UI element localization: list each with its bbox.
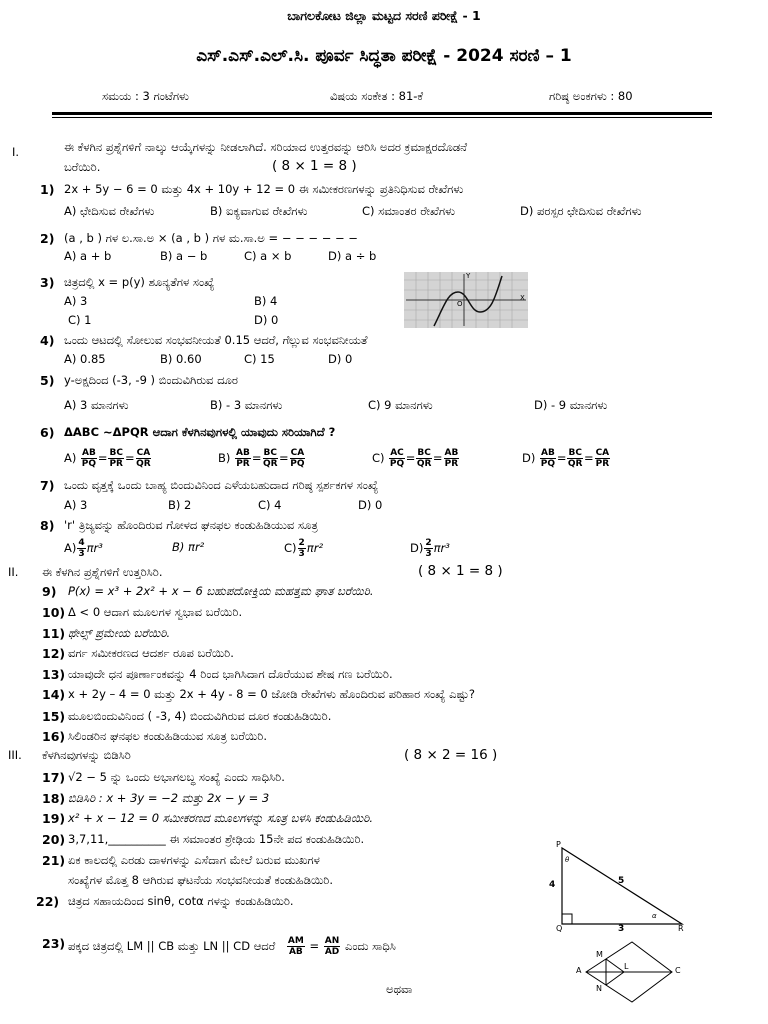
q8a-term: πr³ — [86, 541, 103, 555]
q6-option-c: C) $\frac{AC}{PQ}$ = $\frac{BC}{QR}$ = $\frac{AB}{PR}$ — [372, 448, 459, 469]
q6b-frac-2: $\frac{BC}{QR}$ — [262, 448, 278, 469]
q5-option-b: B) - 3 ಮಾನಗಳು — [210, 398, 283, 412]
q6b-frac-1: $\frac{AB}{PR}$ — [236, 448, 250, 469]
q14-number: 14) — [42, 687, 66, 702]
q12-number: 12) — [42, 646, 66, 661]
q10-text: Δ < 0 ಆದಾಗ ಮೂಲಗಳ ಸ್ವಭಾವ ಬರೆಯಿರಿ. — [68, 605, 243, 619]
q1-text: 2x + 5y − 6 = 0 ಮತ್ತು 4x + 10y + 12 = 0 ಈ ಸಮೀಕರಣಗಳನ್ನು ಪ್ರತಿನಿಧಿಸುವ ರೇಖೆಗಳು — [64, 182, 464, 196]
q8a-frac: $\frac{4}{3}$ — [78, 538, 85, 559]
q12-text: ವರ್ಗ ಸಮೀಕರಣದ ಆದರ್ಶ ರೂಪ ಬರೆಯಿರಿ. — [68, 646, 234, 660]
triangle-label-r: R — [678, 924, 684, 933]
q5-option-c: C) 9 ಮಾನಗಳು — [368, 398, 433, 412]
q21-text: ಏಕ ಕಾಲದಲ್ಲಿ ಎರಡು ದಾಳಗಳನ್ನು ಎಸೆದಾಗ ಮೇಲೆ ಬರುವ ಮುಖಗಳ — [68, 853, 320, 867]
q6a-frac-2: $\frac{BC}{PR}$ — [109, 448, 123, 469]
q6a-frac-3: $\frac{CA}{QR}$ — [136, 448, 151, 469]
q23-frac-2: $\frac{AN}{AD}$ — [324, 936, 340, 957]
q6-option-a-letter: A) — [64, 451, 77, 465]
q7-option-d: D) 0 — [358, 498, 383, 512]
q14-text: x + 2y – 4 = 0 ಮತ್ತು 2x + 4y - 8 = 0 ಜೋಡಿ ರೇಖೆಗಳು ಹೊಂದಿರುವ ಪರಿಹಾರ ಸಂಖ್ಯೆ ಎಷ್ಟು? — [68, 687, 475, 701]
q23-conclusion: ಎಂದು ಸಾಧಿಸಿ — [344, 939, 396, 953]
q4-number: 4) — [40, 333, 55, 348]
header-rule-thin — [52, 117, 712, 118]
q17-text: √2 − 5 ನ್ನು ಒಂದು ಅಭಾಗಲಬ್ಧ ಸಂಖ್ಯೆ ಎಂದು ಸಾಧಿಸಿರಿ. — [68, 770, 285, 784]
q20-text: 3,7,11,__________ ಈ ಸಮಾಂತರ ಶ್ರೇಢಿಯ 15ನೇ ಪದ ಕಂಡುಹಿಡಿಯಿರಿ. — [68, 832, 365, 846]
triangle-label-p: P — [556, 840, 561, 849]
graph-origin-label: O — [457, 300, 463, 308]
q13-text: ಯಾವುದೇ ಧನ ಪೂರ್ಣಾಂಕವನ್ನು 4 ರಿಂದ ಭಾಗಿಸಿದಾಗ ದೊರೆಯುವ ಶೇಷ ಗಣ ಬರೆಯಿರಿ. — [68, 667, 393, 681]
q9-number: 9) — [42, 584, 57, 599]
q5-text: y-ಅಕ್ಷದಿಂದ (-3, -9 ) ಬಿಂದುವಿಗಿರುವ ದೂರ — [64, 373, 238, 387]
q4-option-a: A) 0.85 — [64, 352, 106, 366]
q15-number: 15) — [42, 709, 66, 724]
exam-series-title: ಬಾಗಲಕೋಟ ಜಿಲ್ಲಾ ಮಟ್ಟದ ಸರಣಿ ಪರೀಕ್ಷೆ - 1 — [287, 8, 481, 23]
q2-option-b: B) a − b — [160, 249, 208, 263]
q4-text: ಒಂದು ಆಟದಲ್ಲಿ ಸೋಲುವ ಸಂಭವನೀಯತೆ 0.15 ಆದರೆ, ಗೆಲ್ಲುವ ಸಂಭವನೀಯತೆ — [64, 333, 368, 347]
q3-option-a: A) 3 — [64, 294, 88, 308]
q22-text: ಚಿತ್ರದ ಸಹಾಯದಿಂದ sinθ, cotα ಗಳನ್ನು ಕಂಡುಹಿಡಿಯಿರಿ. — [68, 894, 294, 908]
q19-text: x² + x − 12 = 0 ಸಮೀಕರಣದ ಮೂಲಗಳನ್ನು ಸೂತ್ರ ಬಳಸಿ ಕಂಡುಹಿಡಿಯಿರಿ. — [68, 811, 373, 825]
rhombus-label-m: M — [596, 950, 603, 959]
q8c-frac: $\frac{2}{3}$ — [298, 538, 305, 559]
section-2-marks: ( 8 × 1 = 8 ) — [418, 563, 503, 579]
q23-text: ಪಕ್ಕದ ಚಿತ್ರದಲ್ಲಿ LM || CB ಮತ್ತು LN || CD ಆದರೆ $\frac{AM}{AB}$ = $\frac{AN}{AD}$ ಎಂದು ಸಾಧಿಸಿ — [68, 936, 396, 957]
q10-number: 10) — [42, 605, 66, 620]
q1-option-d: D) ಪರಸ್ಪರ ಛೇದಿಸುವ ರೇಖೆಗಳು — [520, 204, 642, 218]
q2-number: 2) — [40, 231, 55, 246]
q20-number: 20) — [42, 832, 66, 847]
q2-option-a: A) a + b — [64, 249, 112, 263]
q6d-frac-1: $\frac{AB}{PQ}$ — [540, 448, 556, 469]
q6a-frac-1: $\frac{AB}{PQ}$ — [81, 448, 97, 469]
q6-option-c-letter: C) — [372, 451, 385, 465]
q23-number: 23) — [42, 936, 66, 951]
subject-code: ವಿಷಯ ಸಂಕೇತ : 81-ಕೆ — [330, 89, 424, 103]
q6-option-b: B) $\frac{AB}{PR}$ = $\frac{BC}{QR}$ = $\frac{CA}{PQ}$ — [218, 448, 305, 469]
triangle-angle-alpha: α — [652, 912, 657, 920]
q8-option-d-letter: D) — [410, 541, 424, 555]
q18-number: 18) — [42, 791, 66, 806]
rhombus-label-c: C — [675, 966, 681, 975]
q5-option-a: A) 3 ಮಾನಗಳು — [64, 398, 129, 412]
q8-option-a-letter: A) — [64, 541, 77, 555]
q6d-frac-3: $\frac{CA}{PR}$ — [595, 448, 610, 469]
q21-number: 21) — [42, 853, 66, 868]
q8c-term: πr² — [306, 541, 324, 555]
q6-number: 6) — [40, 425, 55, 440]
q8-number: 8) — [40, 518, 55, 533]
q8-option-c — [284, 538, 323, 559]
q8-option-c-letter: C) — [284, 541, 297, 555]
header-rule — [52, 112, 712, 115]
q1-number: 1) — [40, 182, 55, 197]
section-3-instruction: ಕೆಳಗಿನವುಗಳನ್ನು ಬಿಡಿಸಿರಿ — [42, 748, 131, 762]
q18-text: ಬಿಡಿಸಿರಿ : x + 3y = −2 ಮತ್ತು 2x − y = 3 — [68, 791, 270, 805]
q17-number: 17) — [42, 770, 66, 785]
q3-text: ಚಿತ್ರದಲ್ಲಿ x = p(y) ಶೂನ್ಯತೆಗಳ ಸಂಖ್ಯೆ — [64, 275, 215, 289]
q21-text-cont: ಸಂಖ್ಯೆಗಳ ಮೊತ್ತ 8 ಆಗಿರುವ ಘಟನೆಯ ಸಂಭವನೀಯತೆ ಕಂಡುಹಿಡಿಯಿರಿ. — [68, 873, 334, 887]
section-3-marks: ( 8 × 2 = 16 ) — [404, 747, 498, 763]
q2-text: (a , b ) ಗಳ ಲ.ಸಾ.ಅ × (a , b ) ಗಳ ಮ.ಸಾ.ಅ = − − − − − − — [64, 231, 358, 245]
q8-text: 'r' ತ್ರಿಜ್ಯವನ್ನು ಹೊಂದಿರುವ ಗೋಳದ ಘನಫಲ ಕಂಡುಹಿಡಿಯುವ ಸೂತ್ರ — [64, 518, 318, 532]
q16-number: 16) — [42, 729, 66, 744]
q5-number: 5) — [40, 373, 55, 388]
rhombus-label-n: N — [596, 984, 602, 993]
cubic-graph-figure — [404, 272, 528, 328]
q7-number: 7) — [40, 478, 55, 493]
q2-option-c: C) a × b — [244, 249, 292, 263]
q1-option-a: A) ಛೇದಿಸುವ ರೇಖೆಗಳು — [64, 204, 155, 218]
rhombus-figure — [576, 938, 686, 1008]
right-triangle-figure — [540, 842, 690, 936]
q23-premise: ಪಕ್ಕದ ಚಿತ್ರದಲ್ಲಿ LM || CB ಮತ್ತು LN || CD ಆದರೆ — [68, 939, 276, 953]
q6-option-d-letter: D) — [522, 451, 536, 465]
q8d-frac: $\frac{2}{3}$ — [425, 538, 432, 559]
q5-option-d: D) - 9 ಮಾನಗಳು — [534, 398, 608, 412]
or-separator: ಅಥವಾ — [386, 982, 413, 996]
q22-number: 22) — [36, 894, 60, 909]
q9-text: P(x) = x³ + 2x² + x − 6 ಬಹುಪದೋಕ್ತಿಯ ಮಹತ್ತಮ ಘಾತ ಬರೆಯಿರಿ. — [68, 584, 374, 598]
section-1-number: I. — [12, 145, 20, 159]
q7-option-c: C) 4 — [258, 498, 282, 512]
q6c-frac-2: $\frac{BC}{QR}$ — [416, 448, 432, 469]
q8-option-d — [410, 538, 450, 559]
triangle-side-pq: 4 — [549, 880, 556, 890]
triangle-label-q: Q — [556, 924, 563, 933]
q16-text: ಸಿಲಿಂಡರಿನ ಘನಫಲ ಕಂಡುಹಿಡಿಯುವ ಸೂತ್ರ ಬರೆಯಿರಿ. — [68, 729, 267, 743]
q3-number: 3) — [40, 275, 55, 290]
q4-option-d: D) 0 — [328, 352, 353, 366]
triangle-angle-theta: θ — [565, 856, 570, 864]
q7-option-b: B) 2 — [168, 498, 192, 512]
q8-option-b: B) πr² — [172, 540, 205, 554]
q6-option-d: D) $\frac{AB}{PQ}$ = $\frac{BC}{QR}$ = $\frac{CA}{PR}$ — [522, 448, 610, 469]
triangle-side-qr: 3 — [618, 924, 625, 934]
q8d-term: πr³ — [433, 541, 450, 555]
q7-text: ಒಂದು ವೃತ್ತಕ್ಕೆ ಒಂದು ಬಾಹ್ಯ ಬಿಂದುವಿನಿಂದ ಎಳೆಯಬಹುದಾದ ಗರಿಷ್ಠ ಸ್ಪರ್ಶಕಗಳ ಸಂಖ್ಯೆ — [64, 478, 379, 492]
q3-option-d: D) 0 — [254, 313, 279, 327]
section-1-marks: ( 8 × 1 = 8 ) — [272, 158, 357, 174]
q1-option-c: C) ಸಮಾಂತರ ರೇಖೆಗಳು — [362, 204, 456, 218]
q6d-frac-2: $\frac{BC}{QR}$ — [567, 448, 583, 469]
graph-y-label: Y — [466, 272, 471, 280]
q4-option-b: B) 0.60 — [160, 352, 202, 366]
q6b-frac-3: $\frac{CA}{PQ}$ — [290, 448, 305, 469]
q6c-frac-1: $\frac{AC}{PQ}$ — [389, 448, 405, 469]
section-2-number: II. — [8, 565, 19, 579]
rhombus-label-l: L — [624, 962, 629, 971]
q23-frac-1: $\frac{AM}{AB}$ — [287, 936, 304, 957]
rhombus-label-a: A — [576, 966, 582, 975]
q8-option-a — [64, 538, 103, 559]
q1-option-b: B) ಐಕ್ಯವಾಗುವ ರೇಖೆಗಳು — [210, 204, 308, 218]
max-marks: ಗರಿಷ್ಠ ಅಂಕಗಳು : 80 — [549, 89, 633, 103]
section-2-instruction: ಈ ಕೆಳಗಿನ ಪ್ರಶ್ನೆಗಳಿಗೆ ಉತ್ತರಿಸಿರಿ. — [42, 565, 163, 579]
triangle-side-pr: 5 — [618, 876, 625, 886]
q15-text: ಮೂಲಬಿಂದುವಿನಿಂದ ( -3, 4) ಬಿಂದುವಿಗಿರುವ ದೂರ ಕಂಡುಹಿಡಿಯಿರಿ. — [68, 709, 332, 723]
q11-text: ಥೇಲ್ಸ್ ಪ್ರಮೇಯ ಬರೆಯಿರಿ. — [68, 626, 171, 640]
q3-option-c: C) 1 — [68, 313, 92, 327]
q6-text: ΔABC ~ΔPQR ಆದಾಗ ಕೆಳಗಿನವುಗಳಲ್ಲಿ ಯಾವುದು ಸರಿಯಾಗಿದೆ ? — [64, 425, 336, 439]
graph-x-label: X — [520, 294, 525, 302]
section-3-number: III. — [8, 748, 22, 762]
exam-time: ಸಮಯ : 3 ಗಂಟೆಗಳು — [102, 89, 189, 103]
exam-main-title: ಎಸ್.ಎಸ್.ಎಲ್.ಸಿ. ಪೂರ್ವ ಸಿದ್ಧತಾ ಪರೀಕ್ಷೆ - 2024 ಸರಣಿ – 1 — [196, 46, 572, 66]
q7-option-a: A) 3 — [64, 498, 88, 512]
q4-option-c: C) 15 — [244, 352, 275, 366]
q2-option-d: D) a ÷ b — [328, 249, 377, 263]
q13-number: 13) — [42, 667, 66, 682]
q3-option-b: B) 4 — [254, 294, 278, 308]
q19-number: 19) — [42, 811, 66, 826]
q11-number: 11) — [42, 626, 66, 641]
q6-option-b-letter: B) — [218, 451, 231, 465]
section-1-instruction: ಈ ಕೆಳಗಿನ ಪ್ರಶ್ನೆಗಳಿಗೆ ನಾಲ್ಕು ಆಯ್ಕೆಗಳನ್ನು ನೀಡಲಾಗಿದೆ. ಸರಿಯಾದ ಉತ್ತರವನ್ನು ಆರಿಸಿ ಅದರ ಕ್ರಮಾಕ್ಷರದೊಡನೆ — [64, 140, 468, 154]
q6c-frac-3: $\frac{AB}{PR}$ — [444, 448, 459, 469]
q6-option-a: A) $\frac{AB}{PQ}$ = $\frac{BC}{PR}$ = $\frac{CA}{QR}$ — [64, 448, 151, 469]
section-1-instruction-cont: ಬರೆಯಿರಿ. — [64, 160, 101, 174]
